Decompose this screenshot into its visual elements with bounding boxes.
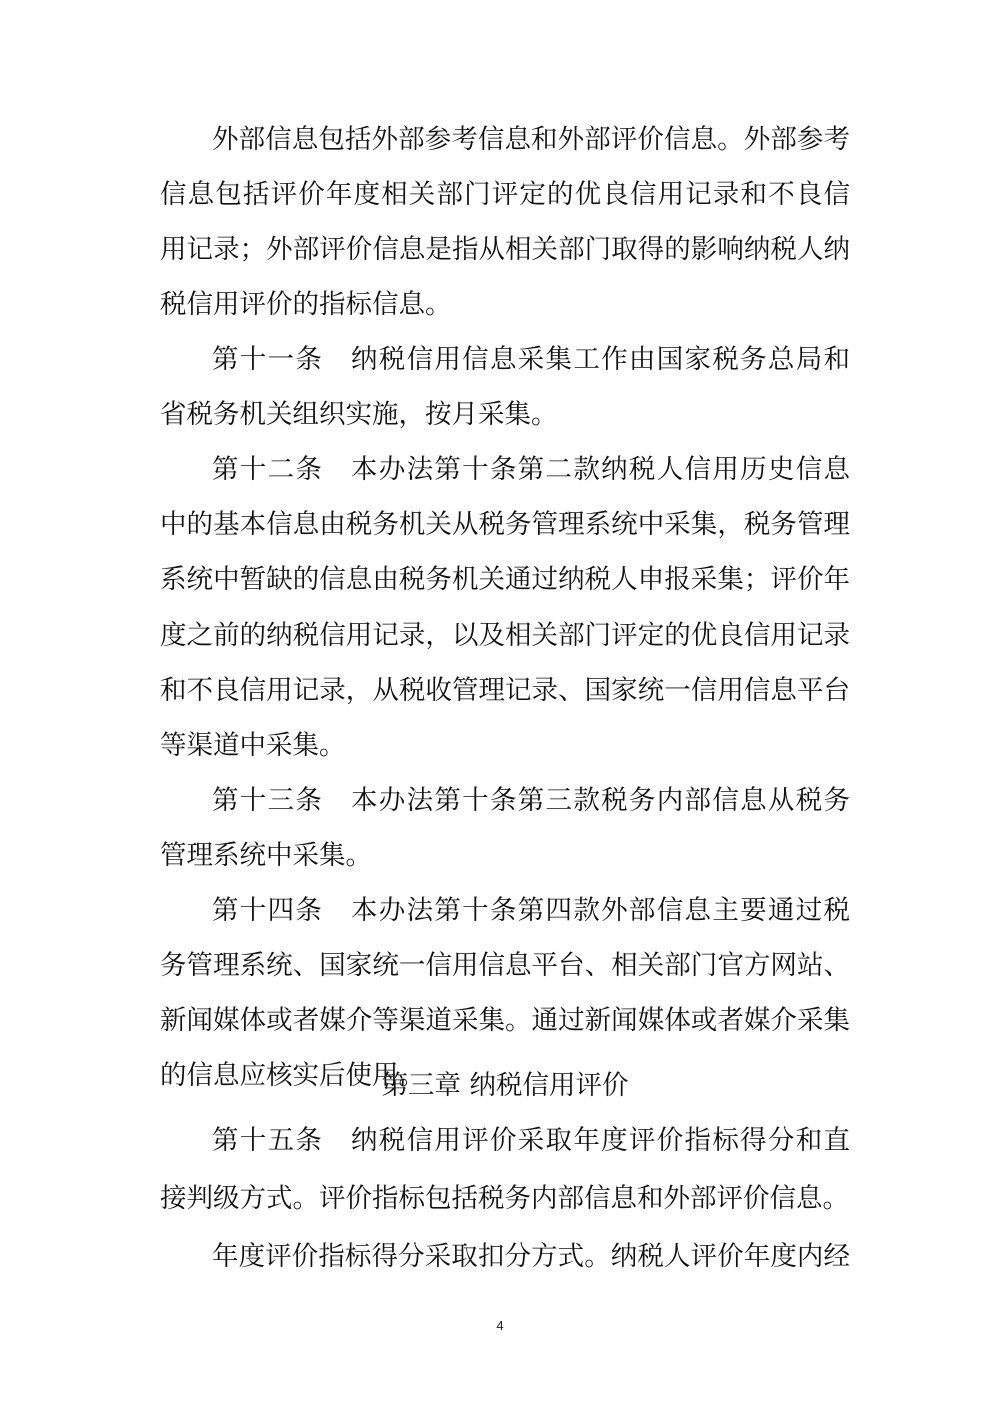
- page-number: 4: [496, 1318, 504, 1333]
- paragraph-line: 中的基本信息由税务机关从税务管理系统中采集，税务管理: [160, 509, 850, 540]
- paragraph-line: 系统中暂缺的信息由税务机关通过纳税人申报采集；评价年: [160, 564, 850, 595]
- paragraph-line: 年度评价指标得分采取扣分方式。纳税人评价年度内经: [212, 1241, 850, 1272]
- paragraph-line: 省税务机关组织实施，按月采集。: [160, 399, 558, 430]
- paragraph-line: 的信息应核实后使用。: [160, 1060, 425, 1091]
- paragraph-line: 第十五条 纳税信用评价采取年度评价指标得分和直: [212, 1125, 850, 1156]
- paragraph-line: 接判级方式。评价指标包括税务内部信息和外部评价信息。: [160, 1183, 849, 1214]
- article-12-line: 第十二条 本办法第十条第二款纳税人信用历史信息: [212, 454, 850, 485]
- paragraph-line: 信息包括评价年度相关部门评定的优良信用记录和不良信: [160, 179, 850, 210]
- article-14-line: 第十四条 本办法第十条第四款外部信息主要通过税: [212, 895, 850, 926]
- chapter-heading: 第三章 纳税信用评价: [381, 1070, 629, 1101]
- paragraph-line: 等渠道中采集。: [160, 730, 346, 761]
- article-11-line: 第十一条 纳税信用信息采集工作由国家税务总局和: [212, 344, 850, 375]
- paragraph-line: 和不良信用记录，从税收管理记录、国家统一信用信息平台: [160, 675, 850, 706]
- paragraph-line: 务管理系统、国家统一信用信息平台、相关部门官方网站、: [160, 950, 850, 981]
- paragraph-line: 用记录；外部评价信息是指从相关部门取得的影响纳税人纳: [160, 234, 850, 265]
- paragraph-line: 度之前的纳税信用记录，以及相关部门评定的优良信用记录: [160, 620, 850, 651]
- article-13-line: 第十三条 本办法第十条第三款税务内部信息从税务: [212, 785, 850, 816]
- paragraph-line: 管理系统中采集。: [160, 840, 372, 871]
- paragraph-line: 外部信息包括外部参考信息和外部评价信息。外部参考: [212, 124, 850, 155]
- paragraph-line: 新闻媒体或者媒介等渠道采集。通过新闻媒体或者媒介采集: [160, 1005, 850, 1036]
- paragraph-line: 税信用评价的指标信息。: [160, 289, 452, 320]
